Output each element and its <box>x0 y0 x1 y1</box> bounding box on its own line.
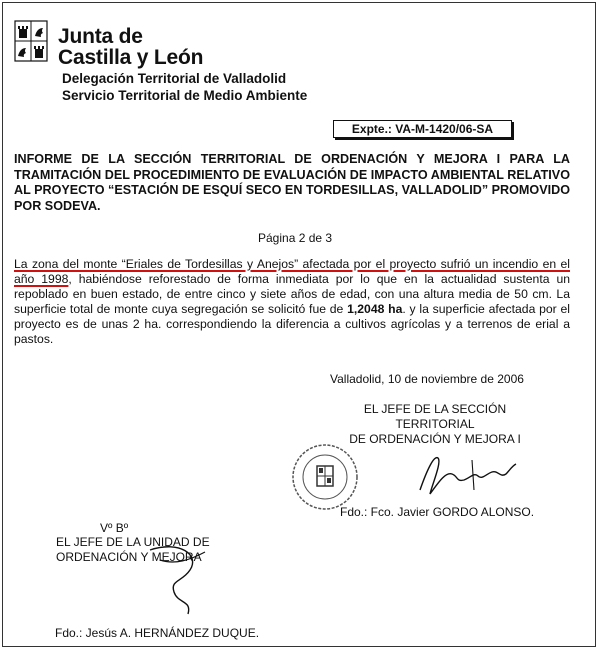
date-line: Valladolid, 10 de noviembre de 2006 <box>330 372 524 386</box>
body-paragraph <box>14 257 570 347</box>
signer-left-name: Fdo.: Jesús A. HERNÁNDEZ DUQUE. <box>55 626 260 640</box>
organization-subtitle <box>62 70 307 104</box>
signer-right-title1: EL JEFE DE LA SECCIÓN <box>363 402 507 416</box>
signer-left-title2: ORDENACIÓN Y MEJORA <box>56 550 202 564</box>
signer-right-title3: DE ORDENACIÓN Y MEJORA I <box>349 432 521 446</box>
delegation-line: Delegación Territorial de Valladolid <box>62 71 287 86</box>
signer-right-title2: TERRITORIAL <box>395 417 475 431</box>
official-stamp <box>290 442 360 512</box>
report-title: INFORME DE LA SECCIÓN TERRITORIAL DE ORDENACIÓN Y MEJORA I PARA LA TRAMITACIÓN DEL PROCEDIMIENTO DE EVALUACIÓN DE IMPACTO AMBIENTAL RELATIVO AL PROYECTO “ESTACIÓN DE ESQUÍ SECO EN TORDESILLAS, VALLADOLID” PROMOVIDO POR SODEVA. <box>14 152 570 213</box>
area-value: 1,2048 ha <box>347 302 403 316</box>
signer-left-title1: EL JEFE DE LA UNIDAD DE <box>56 535 210 549</box>
service-line: Servicio Territorial de Medio Ambiente <box>62 88 308 103</box>
body-text-part3: . y la superficie afectada por el proyecto es de unas 2 ha. correspondiendo la diferencia a cultivos agrícolas y a terrenos de erial a pastos. <box>14 302 570 346</box>
coat-of-arms-logo <box>14 20 48 62</box>
body-text-part2: , habiéndose reforestado de forma inmediata por lo que en la actualidad sustenta un repoblado en buen estado, de entre cinco y siete años de edad, con una altura media de 50 cm. La superficie total de monte cuya segregación se solicitó fue de <box>14 272 570 316</box>
underlined-text: La zona del monte “Eriales de Tordesillas y Anejos” afectada por el proyecto sufrió un incendio en el año 1998 <box>14 257 570 286</box>
signer-right-name: Fdo.: Fco. Javier GORDO ALONSO. <box>340 505 535 519</box>
signature-right <box>412 450 522 500</box>
signer-right-block <box>340 402 530 447</box>
approval-mark: Vº Bº <box>100 521 129 535</box>
org-name-line2: Castilla y León <box>58 46 204 69</box>
org-name-line1: Junta de <box>58 25 143 48</box>
file-number-box: Expte.: VA-M-1420/06-SA <box>333 120 512 138</box>
organization-name <box>58 26 203 68</box>
signature-left <box>130 530 220 620</box>
page-indicator: Página 2 de 3 <box>258 231 333 245</box>
